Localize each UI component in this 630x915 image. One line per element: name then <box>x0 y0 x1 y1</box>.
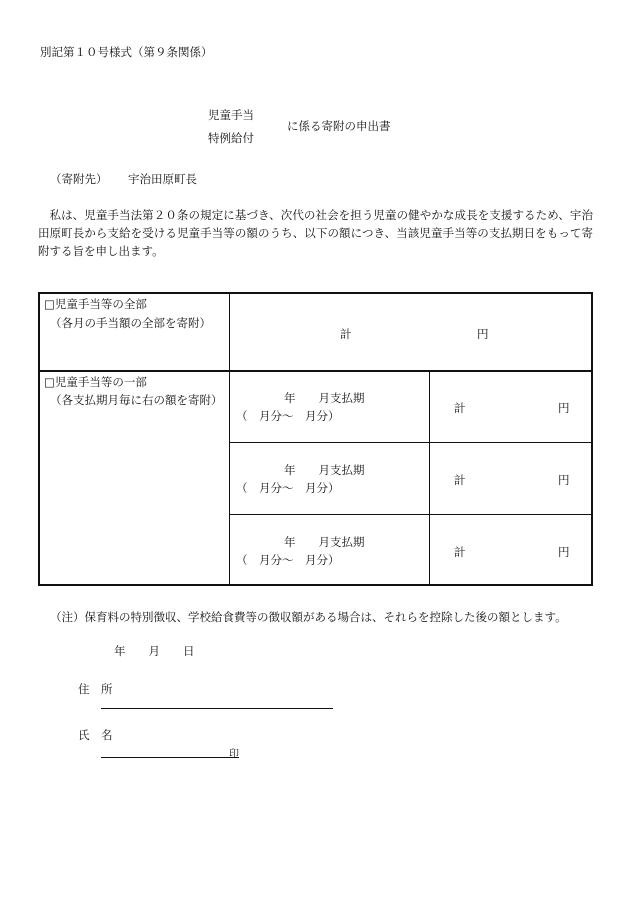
section-divider <box>40 370 591 372</box>
row-divider <box>229 442 591 443</box>
donation-table <box>38 292 593 586</box>
address-line[interactable] <box>101 708 333 709</box>
name-label: 氏 名 <box>78 728 113 742</box>
all-total-label: 計 <box>340 327 352 341</box>
footnote: （注）保育料の特別徴収、学校給食費等の徴収額がある場合は、それらを控除した後の額とします。 <box>50 610 567 624</box>
addressee-name: 宇治田原町長 <box>128 172 197 186</box>
title-suffix: に係る寄附の申出書 <box>287 119 391 133</box>
addressee-label: （寄附先） <box>50 172 108 186</box>
payment-period: 年 月支払期 <box>284 391 365 405</box>
column-divider <box>229 294 230 584</box>
part-checkbox-option[interactable]: □児童手当等の一部 <box>44 375 147 389</box>
all-yen-unit: 円 <box>477 327 489 341</box>
amount-column-divider <box>429 372 430 584</box>
form-number: 別記第１０号様式（第９条関係） <box>40 45 213 59</box>
seal-mark: 印 <box>229 749 239 760</box>
month-range: （ 月分〜 月分） <box>236 553 340 567</box>
row-divider <box>229 514 591 515</box>
payment-period: 年 月支払期 <box>284 535 365 549</box>
row-yen-unit: 円 <box>558 401 570 415</box>
row-yen-unit: 円 <box>558 545 570 559</box>
month-range: （ 月分〜 月分） <box>236 409 340 423</box>
row-total-label: 計 <box>454 545 466 559</box>
name-line[interactable] <box>101 757 239 758</box>
title-item-child-allowance: 児童手当 <box>208 108 254 122</box>
row-total-label: 計 <box>454 473 466 487</box>
all-note: （各月の手当額の全部を寄附） <box>50 316 211 330</box>
payment-period: 年 月支払期 <box>284 463 365 477</box>
all-checkbox-option[interactable]: □児童手当等の全部 <box>44 297 147 311</box>
row-yen-unit: 円 <box>558 473 570 487</box>
title-item-special-benefit: 特例給付 <box>208 131 254 145</box>
declaration-text: 私は、児童手当法第２０条の規定に基づき、次代の社会を担う児童の健やかな成長を支援するため、宇治田原町長から支給を受ける児童手当等の額のうち、以下の額につき、当該児童手当等の支払期日をもって寄附する旨を申し出ます。 <box>38 208 593 258</box>
month-range: （ 月分〜 月分） <box>236 481 340 495</box>
address-label: 住 所 <box>78 682 113 696</box>
date-line: 年 月 日 <box>114 644 195 658</box>
row-total-label: 計 <box>454 401 466 415</box>
part-note: （各支払期月毎に右の額を寄附） <box>50 393 223 407</box>
